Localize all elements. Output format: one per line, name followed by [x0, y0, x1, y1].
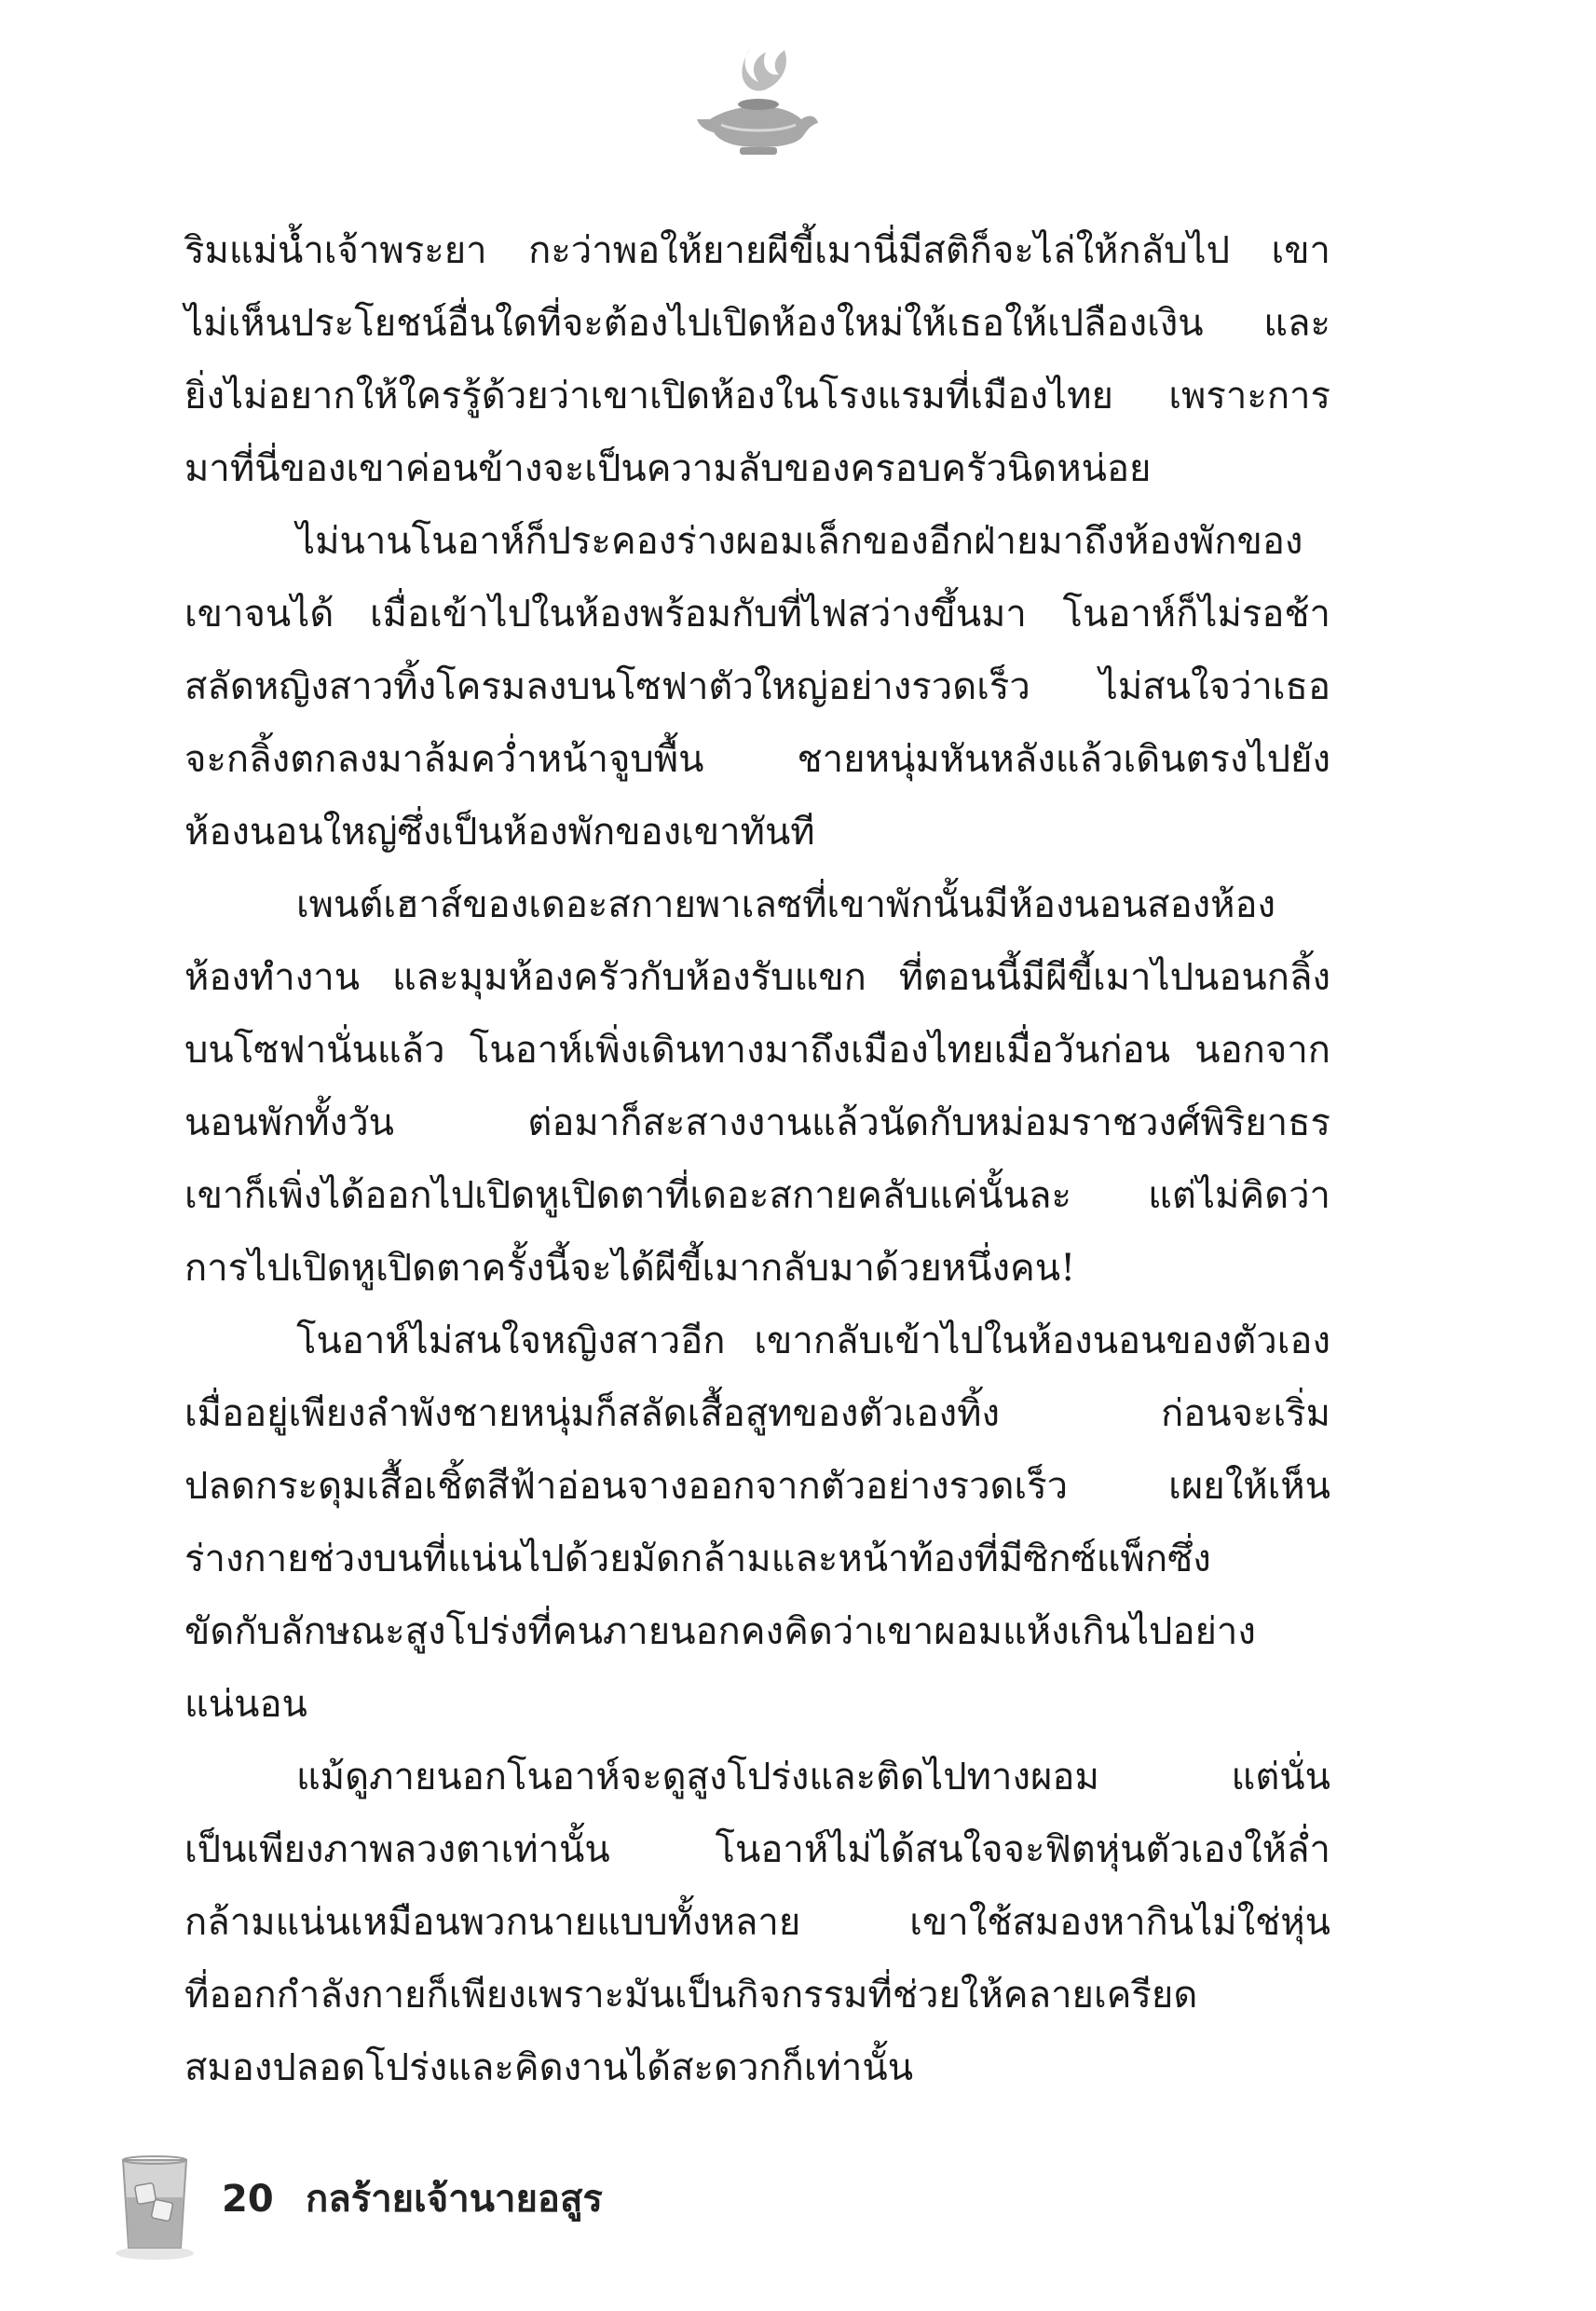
text-line: นอนพักทั้งวัน ต่อมาก็สะสางงานแล้วนัดกับหม่อมราชวงศ์พิริยาธร — [184, 1101, 1330, 1144]
book-title: กลร้ายเจ้านายอสูร — [306, 2178, 603, 2221]
text-line: ขัดกับลักษณะสูงโปร่งที่คนภายนอกคงคิดว่าเขาผอมแห้งเกินไปอย่าง — [184, 1610, 1256, 1653]
page-number: 20 — [222, 2178, 274, 2221]
page-footer — [110, 2143, 762, 2264]
text-line: การไปเปิดหูเปิดตาครั้งนี้จะได้ผีขี้เมากลับมาด้วยหนึ่งคน! — [184, 1247, 1076, 1290]
text-line: เขาก็เพิ่งได้ออกไปเปิดหูเปิดตาที่เดอะสกายคลับแค่นั้นละ แต่ไม่คิดว่า — [184, 1174, 1330, 1217]
text-line: เมื่ออยู่เพียงลำพังชายหนุ่มก็สลัดเสื้อสูทของตัวเองทิ้ง ก่อนจะเริ่ม — [184, 1392, 1330, 1435]
glass-with-ice-icon — [110, 2143, 203, 2264]
text-line: ไม่เห็นประโยชน์อื่นใดที่จะต้องไปเปิดห้องใหม่ให้เธอให้เปลืองเงิน และ — [184, 302, 1330, 345]
text-line: แม้ดูภายนอกโนอาห์จะดูสูงโปร่งและติดไปทางผอม แต่นั่น — [296, 1756, 1330, 1798]
genie-lamp-icon — [693, 39, 824, 160]
text-line: สมองปลอดโปร่งและคิดงานได้สะดวกก็เท่านั้น — [184, 2046, 914, 2089]
text-line: เพนต์เฮาส์ของเดอะสกายพาเลซที่เขาพักนั้นมีห้องนอนสองห้อง — [296, 883, 1276, 926]
text-line: ที่ออกกำลังกายก็เพียงเพราะมันเป็นกิจกรรมที่ช่วยให้คลายเครียด — [184, 1974, 1198, 2017]
text-line: เป็นเพียงภาพลวงตาเท่านั้น โนอาห์ไม่ได้สนใจจะฟิตหุ่นตัวเองให้ล่ำ — [184, 1828, 1330, 1871]
text-line: เขาจนได้ เมื่อเข้าไปในห้องพร้อมกับที่ไฟสว่างขึ้นมา โนอาห์ก็ไม่รอช้า — [184, 593, 1330, 636]
text-line: ร่างกายช่วงบนที่แน่นไปด้วยมัดกล้ามและหน้าท้องที่มีซิกซ์แพ็กซึ่ง — [184, 1538, 1211, 1580]
text-line: โนอาห์ไม่สนใจหญิงสาวอีก เขากลับเข้าไปในห้องนอนของตัวเอง — [296, 1320, 1330, 1362]
text-line: ปลดกระดุมเสื้อเชิ้ตสีฟ้าอ่อนจางออกจากตัวอย่างรวดเร็ว เผยให้เห็น — [184, 1465, 1330, 1508]
body-text — [184, 214, 1330, 2104]
text-line: มาที่นี่ของเขาค่อนข้างจะเป็นความลับของครอบครัวนิดหน่อย — [184, 447, 1152, 490]
text-line: ไม่นานโนอาห์ก็ประคองร่างผอมเล็กของอีกฝ่ายมาถึงห้องพักของ — [296, 520, 1303, 563]
text-line: ห้องนอนใหญ่ซึ่งเป็นห้องพักของเขาทันที — [184, 811, 815, 854]
text-line: ห้องทำงาน และมุมห้องครัวกับห้องรับแขก ที่ตอนนี้มีผีขี้เมาไปนอนกลิ้ง — [184, 956, 1330, 999]
text-line: จะกลิ้งตกลงมาล้มคว่ำหน้าจูบพื้น ชายหนุ่มหันหลังแล้วเดินตรงไปยัง — [184, 738, 1330, 781]
text-line: บนโซฟานั่นแล้ว โนอาห์เพิ่งเดินทางมาถึงเมืองไทยเมื่อวันก่อน นอกจาก — [184, 1029, 1330, 1072]
text-line: กล้ามแน่นเหมือนพวกนายแบบทั้งหลาย เขาใช้สมองหากินไม่ใช่หุ่น — [184, 1901, 1330, 1944]
text-line: ยิ่งไม่อยากให้ใครรู้ด้วยว่าเขาเปิดห้องในโรงแรมที่เมืองไทย เพราะการ — [184, 375, 1330, 417]
text-line: สลัดหญิงสาวทิ้งโครมลงบนโซฟาตัวใหญ่อย่างรวดเร็ว ไม่สนใจว่าเธอ — [184, 665, 1330, 708]
text-line: แน่นอน — [184, 1683, 307, 1726]
text-line: ริมแม่น้ำเจ้าพระยา กะว่าพอให้ยายผีขี้เมานี่มีสติก็จะไล่ให้กลับไป เขา — [184, 229, 1330, 272]
